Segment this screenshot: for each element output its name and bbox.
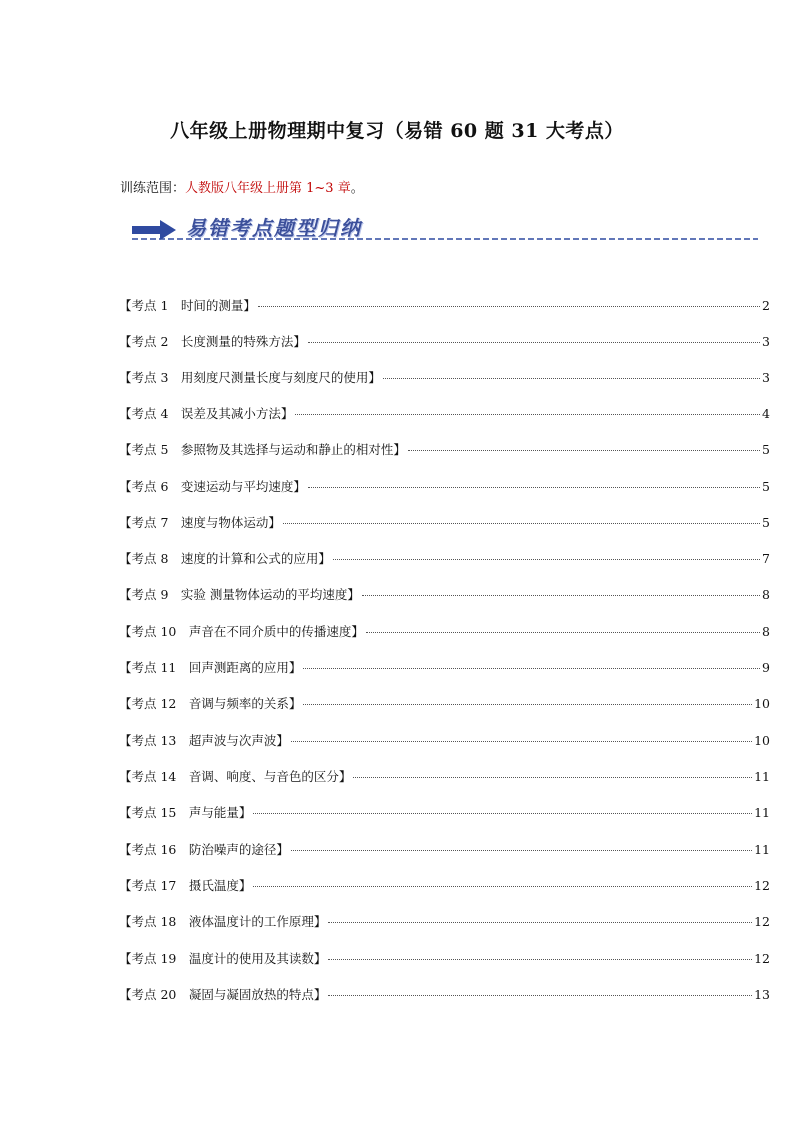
toc-entry-page: 5 [762, 515, 770, 530]
toc-entry-label: 【考点 10 声音在不同介质中的传播速度】 [119, 624, 364, 639]
toc-entry[interactable] [119, 296, 770, 316]
toc-entry[interactable] [119, 731, 770, 751]
toc-entry-label: 【考点 8 速度的计算和公式的应用】 [119, 551, 331, 566]
toc-entry-label: 【考点 1 时间的测量】 [119, 298, 256, 313]
toc-entry-label: 【考点 6 变速运动与平均速度】 [119, 479, 306, 494]
toc-entry[interactable] [119, 477, 770, 497]
toc-entry-label: 【考点 2 长度测量的特殊方法】 [119, 334, 306, 349]
toc-entry-label: 【考点 15 声与能量】 [119, 805, 252, 820]
training-range-end: 。 [350, 181, 364, 196]
toc-entry-label: 【考点 14 音调、响度、与音色的区分】 [119, 769, 352, 784]
toc-entry-label: 【考点 20 凝固与凝固放热的特点】 [119, 987, 327, 1002]
toc-entry-page: 11 [754, 805, 770, 820]
toc-entry-page: 9 [762, 660, 770, 675]
toc-entry[interactable] [119, 694, 770, 714]
toc-entry[interactable] [119, 368, 770, 388]
toc-leader-dots [308, 342, 760, 343]
toc-entry[interactable] [119, 912, 770, 932]
training-range-value: 人教版八年级上册第 1~3 章 [185, 181, 351, 196]
toc-entry[interactable] [119, 622, 770, 642]
toc-leader-dots [333, 559, 760, 560]
toc-entry-page: 10 [754, 733, 770, 748]
toc-entry-label: 【考点 19 温度计的使用及其读数】 [119, 951, 327, 966]
toc-entry[interactable] [119, 658, 770, 678]
toc-entry-page: 12 [754, 878, 770, 893]
toc-entry[interactable] [119, 332, 770, 352]
toc-leader-dots [291, 741, 752, 742]
toc-entry-label: 【考点 17 摄氏温度】 [119, 878, 252, 893]
document-title: 八年级上册物理期中复习（易错 60 题 31 大考点） [170, 120, 624, 142]
toc-entry-page: 11 [754, 769, 770, 784]
toc-entry-label: 【考点 4 误差及其减小方法】 [119, 406, 294, 421]
toc-entry-page: 12 [754, 914, 770, 929]
toc-entry-label: 【考点 16 防治噪声的途径】 [119, 842, 289, 857]
toc-leader-dots [328, 922, 752, 923]
toc-entry[interactable] [119, 840, 770, 860]
toc-entry-page: 10 [754, 696, 770, 711]
toc-entry[interactable] [119, 876, 770, 896]
toc-leader-dots [253, 813, 752, 814]
toc-entry-label: 【考点 11 回声测距离的应用】 [119, 660, 302, 675]
toc-entry[interactable] [119, 585, 770, 605]
toc-entry-label: 【考点 5 参照物及其选择与运动和静止的相对性】 [119, 442, 406, 457]
toc-leader-dots [303, 704, 752, 705]
toc-entry-page: 5 [762, 442, 770, 457]
toc-entry[interactable] [119, 513, 770, 533]
toc-entry[interactable] [119, 404, 770, 424]
toc-entry-page: 7 [762, 551, 770, 566]
toc-entry-page: 12 [754, 951, 770, 966]
toc-leader-dots [383, 378, 760, 379]
toc-entry-page: 5 [762, 479, 770, 494]
toc-entry[interactable] [119, 803, 770, 823]
toc-entry[interactable] [119, 985, 770, 1005]
section-banner [130, 208, 760, 248]
toc-leader-dots [353, 777, 752, 778]
toc-leader-dots [362, 595, 760, 596]
toc-entry-label: 【考点 18 液体温度计的工作原理】 [119, 914, 327, 929]
toc-entry-page: 8 [762, 587, 770, 602]
training-range-label: 训练范围： [120, 181, 186, 196]
toc-entry[interactable] [119, 767, 770, 787]
toc-entry[interactable] [119, 549, 770, 569]
toc-leader-dots [295, 414, 760, 415]
toc-entry[interactable] [119, 440, 770, 460]
toc-entry-page: 3 [762, 370, 770, 385]
toc-leader-dots [308, 487, 760, 488]
toc-entry-label: 【考点 12 音调与频率的关系】 [119, 696, 302, 711]
toc-leader-dots [328, 995, 752, 996]
toc-leader-dots [253, 886, 752, 887]
toc-leader-dots [303, 668, 760, 669]
toc-entry-page: 11 [754, 842, 770, 857]
toc-leader-dots [328, 959, 752, 960]
toc-entry-page: 4 [762, 406, 770, 421]
toc-leader-dots [408, 450, 760, 451]
toc-entry-page: 13 [754, 987, 770, 1002]
toc-entry[interactable] [119, 949, 770, 969]
toc-entry-label: 【考点 13 超声波与次声波】 [119, 733, 289, 748]
toc-leader-dots [258, 306, 760, 307]
toc-entry-page: 8 [762, 624, 770, 639]
toc-leader-dots [291, 850, 752, 851]
toc-entry-page: 3 [762, 334, 770, 349]
toc-leader-dots [366, 632, 760, 633]
training-range [120, 177, 364, 196]
toc-entry-label: 【考点 9 实验 测量物体运动的平均速度】 [119, 587, 360, 602]
banner-title: 易错考点题型归纳 [186, 216, 362, 240]
toc-entry-page: 2 [762, 298, 770, 313]
toc-leader-dots [283, 523, 760, 524]
toc-entry-label: 【考点 3 用刻度尺测量长度与刻度尺的使用】 [119, 370, 381, 385]
toc-entry-label: 【考点 7 速度与物体运动】 [119, 515, 281, 530]
